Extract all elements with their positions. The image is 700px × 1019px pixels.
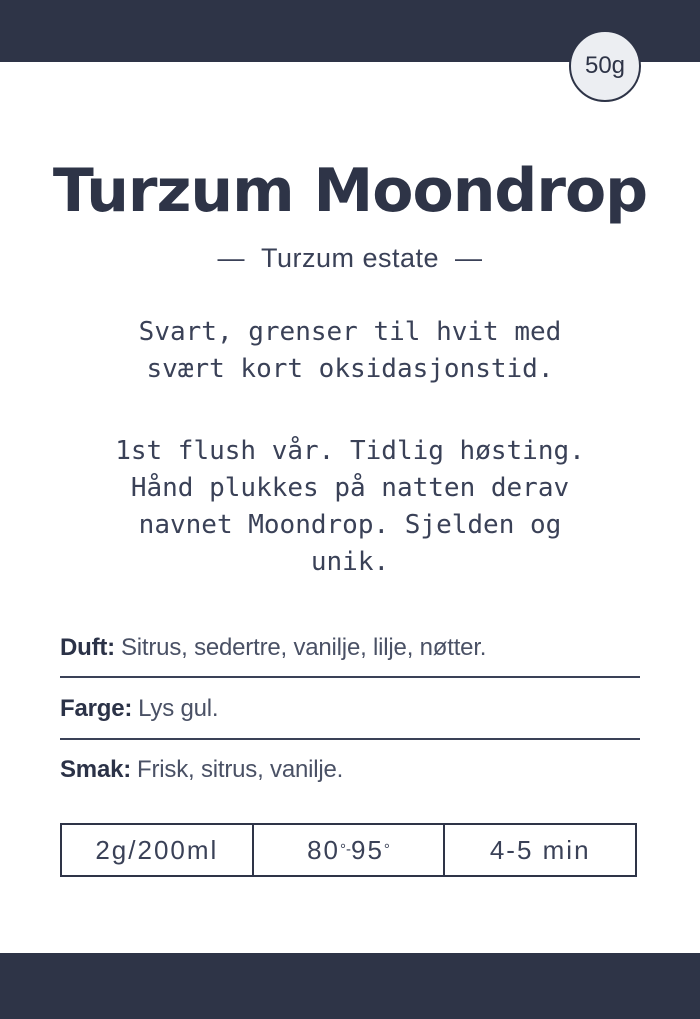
degree-dash: °- xyxy=(340,840,351,858)
bottom-band xyxy=(0,953,700,1019)
description-paragraph-2 xyxy=(0,433,700,581)
product-title: Turzum Moondrop xyxy=(52,156,648,226)
brew-dose-cell: 2g/200ml xyxy=(95,834,219,865)
description-line: 1st flush vår. Tidlig høsting. xyxy=(115,436,585,466)
brew-temperature-cell xyxy=(252,825,444,875)
temperature-low: 80 xyxy=(307,834,340,865)
attribute-value: Sitrus, sedertre, vanilje, lilje, nøtter. xyxy=(120,634,487,661)
attribute-row-duft xyxy=(60,634,640,678)
attribute-label: Smak: xyxy=(60,756,132,783)
description-line: navnet Moondrop. Sjelden og xyxy=(138,510,562,540)
weight-badge-text: 50g xyxy=(584,52,626,79)
attribute-label: Duft: xyxy=(60,634,115,661)
attribute-row-farge xyxy=(60,678,640,740)
estate-subtitle xyxy=(0,243,700,274)
degree-sign: ° xyxy=(383,840,390,858)
attribute-value: Lys gul. xyxy=(138,695,219,722)
attribute-value: Frisk, sitrus, vanilje. xyxy=(137,756,344,783)
brew-info-table xyxy=(60,823,637,877)
subtitle-right-dash: — xyxy=(455,243,483,273)
description-line: svært kort oksidasjonstid. xyxy=(146,354,554,384)
description-paragraph-1 xyxy=(0,314,700,388)
weight-badge xyxy=(569,30,641,102)
description-line: Svart, grenser til hvit med xyxy=(138,317,562,347)
attribute-label: Farge: xyxy=(60,695,133,722)
brew-time-cell: 4-5 min xyxy=(443,825,635,875)
subtitle-text: Turzum estate xyxy=(260,243,440,273)
description-line: Hånd plukkes på natten derav xyxy=(130,473,570,503)
subtitle-left-dash: — xyxy=(217,243,245,273)
description-line: unik. xyxy=(310,547,390,577)
attribute-list xyxy=(60,634,640,784)
temperature-high: 95 xyxy=(351,834,384,865)
attribute-row-smak xyxy=(60,740,640,784)
